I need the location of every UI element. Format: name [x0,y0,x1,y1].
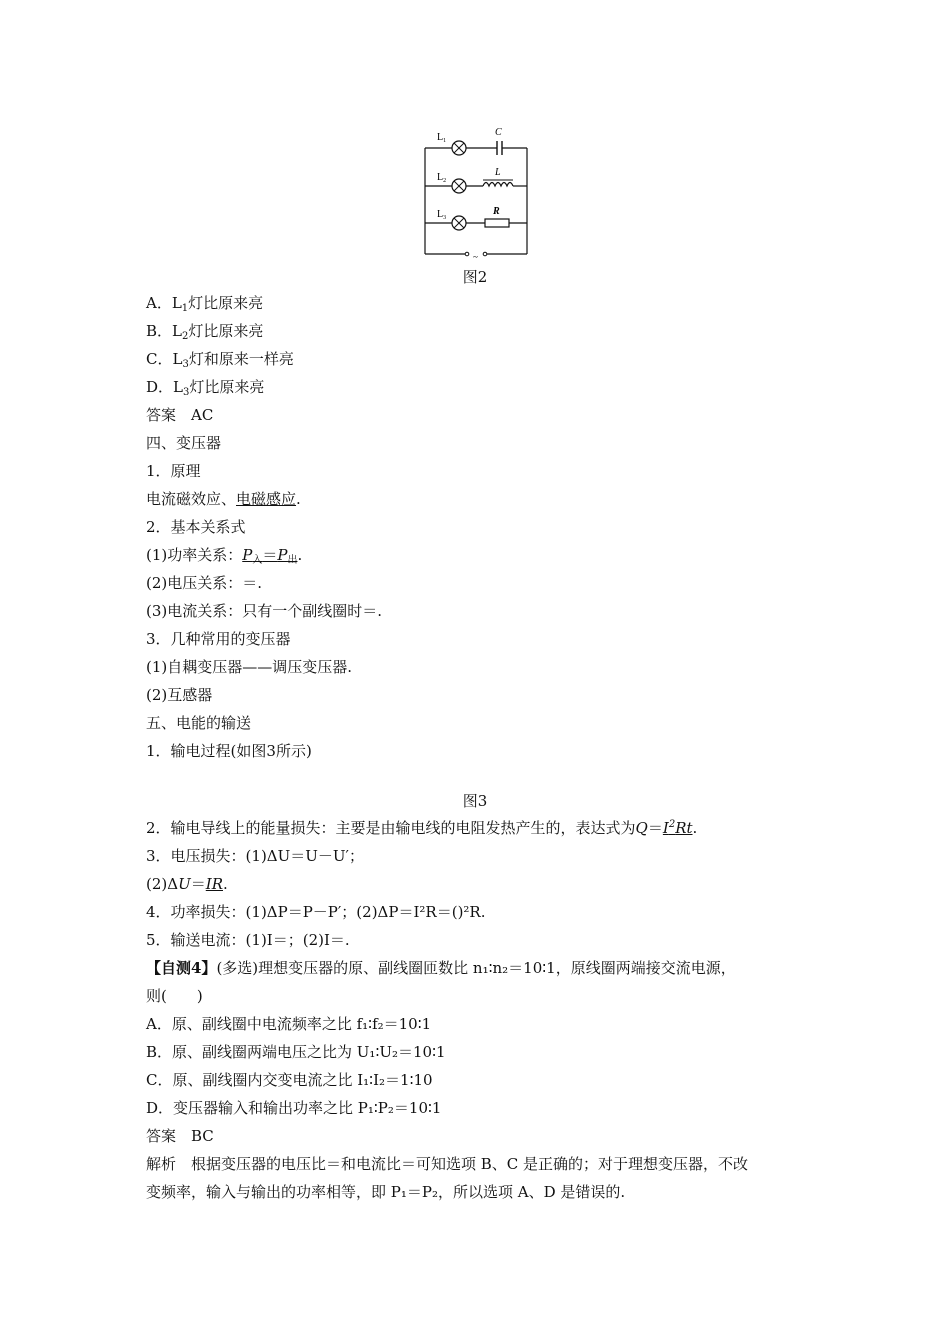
option-a: A．$L_1$灯比原来亮 [146,294,264,314]
paragraph: 2．输电导线上的能量损失：主要是由输电线的电阻发热产生的，表达式为$Q=I^2Rt$. [146,819,698,837]
paragraph: (2)ΔU＝IR. [146,875,228,893]
option-c: C．原、副线圈内交变电流之比 I₁∶I₂＝1∶10 [146,1071,433,1089]
figure2-caption: 图2 [462,268,488,286]
paragraph: 4．功率损失：(1)ΔP＝P－P′；(2)ΔP＝I²R＝()²R. [146,903,486,921]
subheading: 1．原理 [146,462,201,480]
answer: 答案 AC [146,406,214,424]
question-line: 则( ) [146,987,203,1005]
section-title: 四、变压器 [146,434,222,452]
analysis: 解析 根据变压器的电压比＝和电流比＝可知选项 B、C 是正确的；对于理想变压器，不改 [146,1155,749,1173]
label-L1: $L_1$ [437,132,447,144]
option-d: D．变压器输入和输出功率之比 P₁∶P₂＝10∶1 [146,1099,442,1117]
question-line: 【自测4】(多选)理想变压器的原、副线圈匝数比 n₁∶n₂＝10∶1，原线圈两端接交流电源， [146,959,736,977]
relation-current: (3)电流关系：只有一个副线圈时＝. [146,602,383,620]
subheading: 1．输电过程(如图3所示) [146,742,312,760]
circuit-diagram [415,120,535,262]
subheading: 2．基本关系式 [146,518,246,536]
label-R: R [493,206,500,217]
option-c: C．$L_3$灯和原来一样亮 [146,350,294,370]
option-a: A．原、副线圈中电流频率之比 f₁∶f₂＝10∶1 [146,1015,432,1033]
paragraph: 5．输送电流：(1)I＝；(2)I＝. [146,931,350,949]
label-L2: $L_2$ [437,172,447,184]
label-source: ~ [473,252,478,262]
figure3-caption: 图3 [462,792,488,810]
option-b: B．$L_2$灯比原来亮 [146,322,264,342]
answer: 答案 BC [146,1127,214,1145]
relation-power: (1)功率关系：$P_入=P_出$. [146,546,303,566]
paragraph: 3．电压损失：(1)ΔU＝U－U′； [146,847,364,865]
option-d: D．$L_3$灯比原来亮 [146,378,265,398]
analysis: 变频率，输入与输出的功率相等，即 P₁＝P₂，所以选项 A、D 是错误的. [146,1183,626,1201]
option-b: B．原、副线圈两端电压之比为 U₁∶U₂＝10∶1 [146,1043,446,1061]
section-title: 五、电能的输送 [146,714,252,732]
paragraph: (1)自耦变压器——调压变压器. [146,658,353,676]
label-C: C [495,127,502,138]
label-inductor: L [495,167,501,178]
paragraph: (2)互感器 [146,686,213,704]
label-L3: $L_3$ [437,209,447,221]
relation-voltage: (2)电压关系：＝. [146,574,263,592]
paragraph: 电流磁效应、电磁感应. [146,490,301,508]
subheading: 3．几种常用的变压器 [146,630,291,648]
